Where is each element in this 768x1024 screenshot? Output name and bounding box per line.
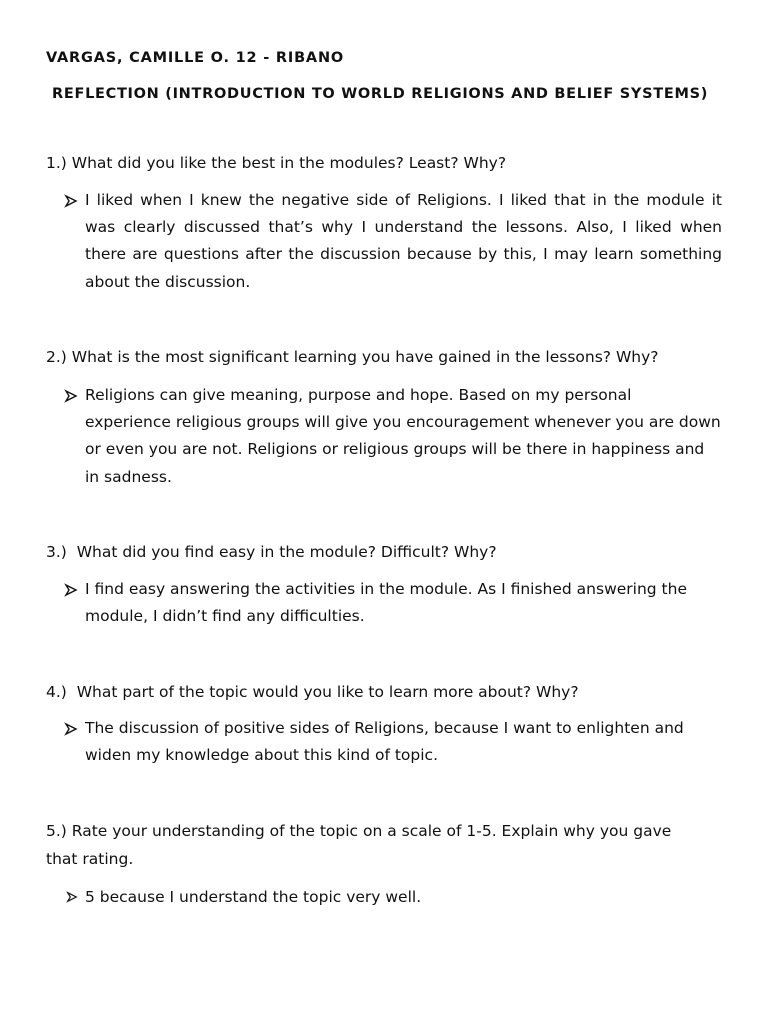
- question-4: 4.) What part of the topic would you like to learn more about? Why?: [46, 683, 579, 701]
- arrowhead-bullet-icon: [64, 583, 78, 597]
- question-2: 2.) What is the most significant learning you have gained in the lessons? Why?: [46, 348, 659, 366]
- document-title: REFLECTION (INTRODUCTION TO WORLD RELIGIONS AND BELIEF SYSTEMS): [52, 86, 709, 102]
- arrowhead-bullet-icon: [66, 891, 78, 903]
- student-name-line: VARGAS, CAMILLE O. 12 - RIBANO: [46, 50, 345, 66]
- arrowhead-bullet-icon: [64, 722, 78, 736]
- answer-5: 5 because I understand the topic very well.: [85, 888, 422, 906]
- answer-4: The discussion of positive sides of Religions, because I want to enlighten and widen my knowledge about this kind of topic.: [85, 719, 684, 765]
- question-3: 3.) What did you find easy in the module? Difficult? Why?: [46, 543, 497, 561]
- arrowhead-bullet-icon: [64, 194, 78, 208]
- answer-1: I liked when I knew the negative side of Religions. I liked that in the module it was clearly discussed that’s why I understand the lessons. Also, I liked when there are questions after the discussion because by this, I may learn something about the discussion.: [85, 191, 722, 291]
- answer-2: Religions can give meaning, purpose and hope. Based on my personal experience religious groups will give you encouragement whenever you are down or even you are not. Religions or religious groups will be there in happiness and in sadness.: [85, 386, 721, 486]
- question-1: 1.) What did you like the best in the modules? Least? Why?: [46, 154, 507, 172]
- question-5: 5.) Rate your understanding of the topic on a scale of 1-5. Explain why you gave that rating.: [46, 822, 677, 868]
- answer-3: I find easy answering the activities in the module. As I finished answering the module, I didn’t find any difficulties.: [85, 580, 687, 626]
- arrowhead-bullet-icon: [64, 389, 78, 403]
